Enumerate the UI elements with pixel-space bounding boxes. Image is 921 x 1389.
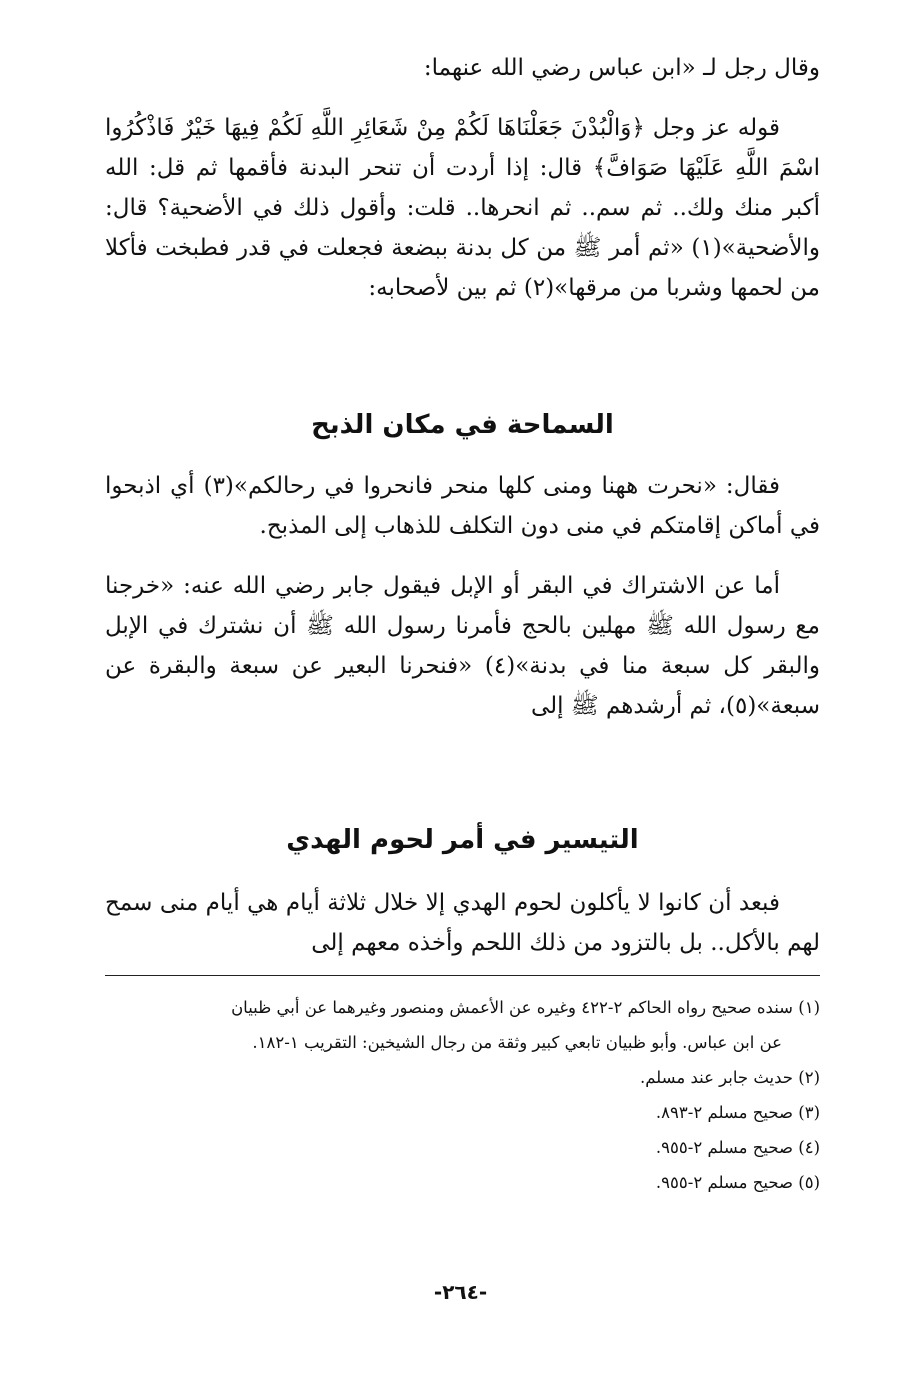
section1-body	[105, 466, 820, 726]
footnote-divider	[105, 975, 820, 976]
footnotes	[105, 990, 820, 1200]
section1-paragraph-2: أما عن الاشتراك في البقر أو الإبل فيقول جابر رضي الله عنه: «خرجنا مع رسول الله ﷺ مهلين بالحج فأمرنا رسول الله ﷺ أن نشترك في الإبل والبقر كل سبعة منا في بدنة»(٤) «فنحرنا البعير عن سبعة والبقرة عن سبعة»(٥)، ثم أرشدهم ﷺ إلى	[105, 573, 820, 719]
footnote-2: (٢) حديث جابر عند مسلم.	[639, 1068, 820, 1087]
section2-body	[105, 883, 820, 963]
footnote-1: (١) سنده صحيح رواه الحاكم ٢-٤٢٢ وغيره عن الأعمش ومنصور وغيرهما عن أبي ظبيان	[231, 998, 820, 1017]
opening-paragraph: قوله عز وجل ﴿وَالْبُدْنَ جَعَلْنَاهَا لَكُمْ مِنْ شَعَائِرِ اللَّهِ لَكُمْ فِيهَا خَيْرٌ فَاذْكُرُوا اسْمَ اللَّهِ عَلَيْهَا صَوَافَّ﴾ قال: إذا أردت أن تنحر البدنة فأقمها ثم قل: الله أكبر منك ولك.. ثم سم.. ثم انحرها.. قلت: وأقول ذلك في الأضحية؟ قال: والأضحية»(١) «ثم أمر ﷺ من كل بدنة ببضعة فجعلت في قدر فطبخت فأكلا من لحمها وشربا من مرقها»(٢) ثم بين لأصحابه:	[105, 115, 820, 301]
opening-block	[105, 48, 820, 308]
footnote-3: (٣) صحيح مسلم ٢-٨٩٣.	[655, 1103, 820, 1122]
section-heading-sacrifice-meat: التيسير في أمر لحوم الهدي	[286, 825, 639, 855]
section2-paragraph-1: فبعد أن كانوا لا يأكلون لحوم الهدي إلا خلال ثلاثة أيام هي أيام منى سمح لهم بالأكل.. بل بالتزود من ذلك اللحم وأخذه معهم إلى	[105, 890, 820, 956]
page-number: -٢٦٤-	[433, 1280, 488, 1304]
section1-paragraph-1: فقال: «نحرت ههنا ومنى كلها منحر فانحروا في رحالكم»(٣) أي اذبحوا في أماكن إقامتكم في منى دون التكلف للذهاب إلى المذبح.	[105, 473, 820, 539]
opening-line: وقال رجل لـ «ابن عباس رضي الله عنهما:	[423, 55, 820, 81]
footnote-1-continuation: عن ابن عباس. وأبو ظبيان تابعي كبير وثقة من رجال الشيخين: التقريب ١-١٨٢.	[252, 1033, 782, 1052]
section-heading-slaughter-place: السماحة في مكان الذبح	[311, 410, 614, 440]
footnote-4: (٤) صحيح مسلم ٢-٩٥٥.	[655, 1138, 820, 1157]
footnote-5: (٥) صحيح مسلم ٢-٩٥٥.	[655, 1173, 820, 1192]
